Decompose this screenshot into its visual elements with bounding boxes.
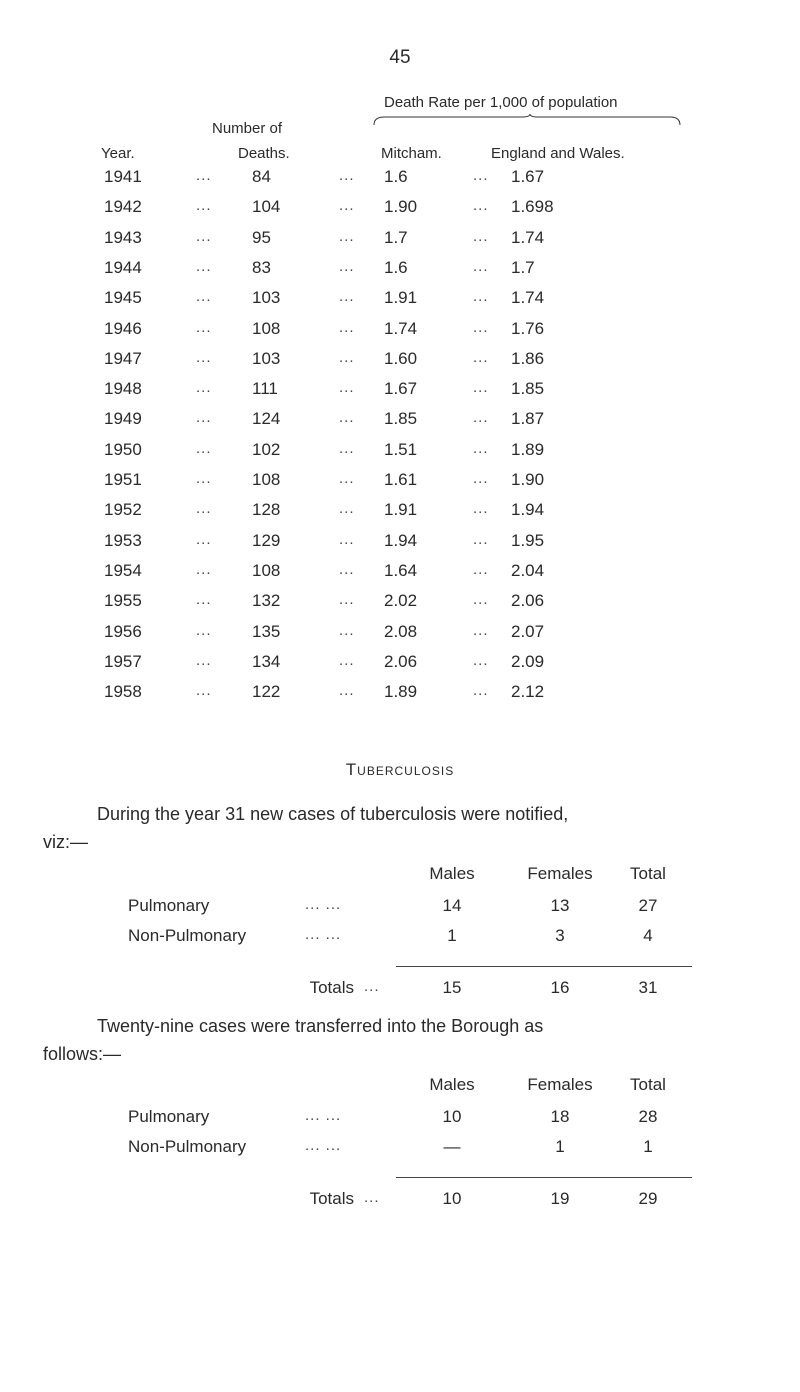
year-cell: 1956 bbox=[104, 621, 142, 641]
leader-dots: ... bbox=[196, 257, 212, 275]
leader-dots: ... ... bbox=[305, 896, 342, 913]
leader-dots: ... bbox=[339, 318, 355, 336]
tuberculosis-title: Tuberculosis bbox=[345, 760, 455, 779]
deaths-cell: 124 bbox=[252, 409, 281, 429]
totals-total-cell: 31 bbox=[638, 978, 658, 997]
year-column-header: Year. bbox=[101, 145, 135, 162]
totals-label: Totals bbox=[309, 1189, 354, 1208]
paragraph-new-cases-viz: viz:— bbox=[43, 832, 88, 852]
leader-dots: ... ... bbox=[305, 1137, 342, 1154]
year-cell: 1957 bbox=[104, 651, 142, 671]
leader-dots: ... bbox=[196, 682, 212, 700]
deaths-cell: 95 bbox=[252, 227, 271, 247]
column-header: Total bbox=[630, 1075, 666, 1094]
leader-dots: ... ... bbox=[305, 926, 342, 943]
leader-dots: ... bbox=[339, 409, 355, 427]
year-cell: 1942 bbox=[104, 197, 142, 217]
england-wales-rate-cell: 1.86 bbox=[511, 348, 545, 368]
leader-dots: ... bbox=[473, 530, 489, 548]
females-cell: 18 bbox=[550, 1107, 570, 1126]
column-header: Females bbox=[527, 864, 593, 883]
mitcham-rate-cell: 1.7 bbox=[384, 227, 408, 247]
deaths-cell: 128 bbox=[252, 500, 281, 520]
leader-dots: ... bbox=[473, 257, 489, 275]
row-label: Pulmonary bbox=[128, 1107, 210, 1126]
deaths-cell: 103 bbox=[252, 348, 281, 368]
leader-dots: ... bbox=[473, 348, 489, 366]
leader-dots: ... bbox=[339, 621, 355, 639]
deaths-cell: 108 bbox=[252, 560, 281, 580]
males-cell: 1 bbox=[447, 926, 457, 945]
leader-dots: ... bbox=[339, 288, 355, 306]
total-cell: 4 bbox=[643, 926, 653, 945]
row-label: Non-Pulmonary bbox=[128, 1137, 247, 1156]
deaths-cell: 83 bbox=[252, 257, 271, 277]
mitcham-rate-cell: 1.85 bbox=[384, 409, 418, 429]
leader-dots: ... bbox=[473, 651, 489, 669]
total-cell: 27 bbox=[638, 896, 658, 915]
females-cell: 1 bbox=[555, 1137, 565, 1156]
total-cell: 1 bbox=[643, 1137, 653, 1156]
leader-dots: ... bbox=[339, 651, 355, 669]
mitcham-rate-cell: 1.74 bbox=[384, 318, 418, 338]
mitcham-rate-cell: 2.06 bbox=[384, 651, 418, 671]
number-of-header: Number of bbox=[212, 120, 283, 137]
leader-dots: ... bbox=[196, 560, 212, 578]
column-header: Males bbox=[429, 864, 475, 883]
deaths-cell: 129 bbox=[252, 530, 281, 550]
deaths-cell: 134 bbox=[252, 651, 281, 671]
leader-dots: ... bbox=[196, 379, 212, 397]
mitcham-rate-cell: 2.08 bbox=[384, 621, 418, 641]
leader-dots: ... bbox=[196, 470, 212, 487]
mitcham-rate-cell: 1.91 bbox=[384, 500, 418, 520]
england-wales-rate-cell: 1.94 bbox=[511, 500, 545, 520]
paragraph-transferred-follows: follows:— bbox=[43, 1044, 122, 1064]
mitcham-rate-cell: 1.51 bbox=[384, 439, 418, 459]
leader-dots: ... bbox=[473, 621, 489, 639]
deaths-cell: 132 bbox=[252, 591, 281, 611]
leader-dots: ... bbox=[196, 227, 212, 245]
totals-divider bbox=[396, 966, 692, 967]
totals-females-cell: 19 bbox=[550, 1189, 570, 1208]
england-wales-rate-cell: 1.67 bbox=[511, 167, 545, 186]
leader-dots: ... bbox=[196, 439, 212, 457]
year-cell: 1944 bbox=[104, 257, 142, 277]
leader-dots: ... bbox=[339, 197, 355, 215]
leader-dots: ... bbox=[473, 409, 489, 427]
mitcham-rate-cell: 1.89 bbox=[384, 682, 418, 702]
leader-dots: ... bbox=[196, 348, 212, 366]
england-wales-rate-cell: 1.698 bbox=[511, 197, 554, 217]
leader-dots: ... bbox=[339, 500, 355, 518]
leader-dots: ... bbox=[339, 591, 355, 609]
year-cell: 1941 bbox=[104, 167, 142, 186]
england-wales-rate-cell: 1.74 bbox=[511, 227, 545, 247]
leader-dots: ... bbox=[196, 167, 212, 184]
deaths-cell: 108 bbox=[252, 318, 281, 338]
leader-dots: ... bbox=[473, 227, 489, 245]
leader-dots: ... bbox=[473, 470, 489, 487]
leader-dots: ... bbox=[196, 621, 212, 639]
leader-dots: ... bbox=[473, 560, 489, 578]
totals-females-cell: 16 bbox=[550, 978, 570, 997]
england-wales-rate-cell: 2.04 bbox=[511, 560, 545, 580]
england-wales-rate-cell: 2.06 bbox=[511, 591, 545, 611]
leader-dots: ... bbox=[473, 439, 489, 457]
year-cell: 1948 bbox=[104, 379, 142, 399]
header-brace bbox=[372, 113, 682, 127]
leader-dots: ... bbox=[196, 288, 212, 306]
year-cell: 1955 bbox=[104, 591, 142, 611]
leader-dots: ... bbox=[196, 318, 212, 336]
column-header: Females bbox=[527, 1075, 593, 1094]
mitcham-rate-cell: 1.61 bbox=[384, 470, 418, 489]
leader-dots: ... bbox=[196, 530, 212, 548]
females-cell: 3 bbox=[555, 926, 565, 945]
leader-dots: ... bbox=[473, 379, 489, 397]
row-label: Non-Pulmonary bbox=[128, 926, 247, 945]
england-wales-rate-cell: 1.76 bbox=[511, 318, 545, 338]
leader-dots: ... bbox=[339, 227, 355, 245]
leader-dots: ... bbox=[364, 978, 380, 995]
leader-dots: ... bbox=[364, 1189, 380, 1206]
year-cell: 1954 bbox=[104, 560, 142, 580]
year-cell: 1958 bbox=[104, 682, 142, 702]
leader-dots: ... bbox=[196, 591, 212, 609]
mitcham-rate-cell: 1.6 bbox=[384, 167, 408, 186]
england-wales-rate-cell: 2.07 bbox=[511, 621, 545, 641]
leader-dots: ... bbox=[339, 470, 355, 487]
deaths-cell: 135 bbox=[252, 621, 281, 641]
page-number: 45 bbox=[389, 47, 411, 68]
row-label: Pulmonary bbox=[128, 896, 210, 915]
leader-dots: ... bbox=[473, 318, 489, 336]
year-cell: 1952 bbox=[104, 500, 142, 520]
leader-dots: ... bbox=[339, 379, 355, 397]
leader-dots: ... bbox=[473, 288, 489, 306]
deaths-cell: 122 bbox=[252, 682, 281, 702]
mitcham-rate-cell: 1.90 bbox=[384, 197, 418, 217]
males-cell: 14 bbox=[442, 896, 462, 915]
deaths-cell: 103 bbox=[252, 288, 281, 308]
column-header: Total bbox=[630, 864, 666, 883]
england-wales-rate-cell: 1.89 bbox=[511, 439, 545, 459]
leader-dots: ... bbox=[196, 197, 212, 215]
males-cell: — bbox=[443, 1137, 461, 1156]
mitcham-rate-cell: 1.60 bbox=[384, 348, 418, 368]
leader-dots: ... bbox=[473, 591, 489, 609]
mitcham-rate-cell: 1.91 bbox=[384, 288, 418, 308]
mitcham-rate-cell: 2.02 bbox=[384, 591, 418, 611]
year-cell: 1945 bbox=[104, 288, 142, 308]
death-rate-group-header: Death Rate per 1,000 of population bbox=[384, 94, 618, 111]
deaths-cell: 104 bbox=[252, 197, 281, 217]
leader-dots: ... bbox=[196, 500, 212, 518]
leader-dots: ... bbox=[196, 409, 212, 427]
column-header: Males bbox=[429, 1075, 475, 1094]
leader-dots: ... bbox=[473, 682, 489, 700]
total-cell: 28 bbox=[638, 1107, 658, 1126]
leader-dots: ... bbox=[473, 197, 489, 215]
mitcham-rate-cell: 1.6 bbox=[384, 257, 408, 277]
year-cell: 1950 bbox=[104, 439, 142, 459]
paragraph-new-cases: During the year 31 new cases of tuberculosis were notified, bbox=[97, 804, 569, 824]
leader-dots: ... bbox=[339, 560, 355, 578]
year-cell: 1951 bbox=[104, 470, 142, 489]
england-wales-rate-cell: 1.95 bbox=[511, 530, 545, 550]
mitcham-rate-cell: 1.67 bbox=[384, 379, 418, 399]
leader-dots: ... bbox=[473, 167, 489, 184]
deaths-cell: 84 bbox=[252, 167, 271, 186]
deaths-cell: 111 bbox=[252, 379, 278, 399]
totals-males-cell: 15 bbox=[442, 978, 462, 997]
mitcham-rate-cell: 1.94 bbox=[384, 530, 418, 550]
england-wales-rate-cell: 1.90 bbox=[511, 470, 545, 489]
england-wales-rate-cell: 1.7 bbox=[511, 257, 535, 277]
england-wales-rate-cell: 1.74 bbox=[511, 288, 545, 308]
year-cell: 1943 bbox=[104, 227, 142, 247]
leader-dots: ... bbox=[339, 257, 355, 275]
year-cell: 1946 bbox=[104, 318, 142, 338]
leader-dots: ... bbox=[339, 682, 355, 700]
totals-label: Totals bbox=[309, 978, 354, 997]
england-wales-rate-cell: 2.09 bbox=[511, 651, 545, 671]
totals-males-cell: 10 bbox=[442, 1189, 462, 1208]
england-wales-rate-cell: 1.85 bbox=[511, 379, 545, 399]
leader-dots: ... bbox=[473, 500, 489, 518]
leader-dots: ... bbox=[339, 167, 355, 184]
leader-dots: ... bbox=[196, 651, 212, 669]
females-cell: 13 bbox=[550, 896, 570, 915]
deaths-column-header: Deaths. bbox=[238, 145, 290, 162]
paragraph-transferred: Twenty-nine cases were transferred into the Borough as bbox=[97, 1016, 544, 1036]
deaths-cell: 102 bbox=[252, 439, 281, 459]
leader-dots: ... bbox=[339, 439, 355, 457]
year-cell: 1949 bbox=[104, 409, 142, 429]
deaths-cell: 108 bbox=[252, 470, 281, 489]
mitcham-rate-cell: 1.64 bbox=[384, 560, 418, 580]
males-cell: 10 bbox=[442, 1107, 462, 1126]
totals-divider bbox=[396, 1177, 692, 1178]
totals-total-cell: 29 bbox=[638, 1189, 658, 1208]
leader-dots: ... ... bbox=[305, 1107, 342, 1124]
leader-dots: ... bbox=[339, 530, 355, 548]
england-wales-rate-cell: 2.12 bbox=[511, 682, 545, 702]
year-cell: 1953 bbox=[104, 530, 142, 550]
mitcham-column-header: Mitcham. bbox=[381, 145, 442, 162]
year-cell: 1947 bbox=[104, 348, 142, 368]
leader-dots: ... bbox=[339, 348, 355, 366]
england-column-header: England and Wales. bbox=[491, 145, 625, 162]
england-wales-rate-cell: 1.87 bbox=[511, 409, 545, 429]
